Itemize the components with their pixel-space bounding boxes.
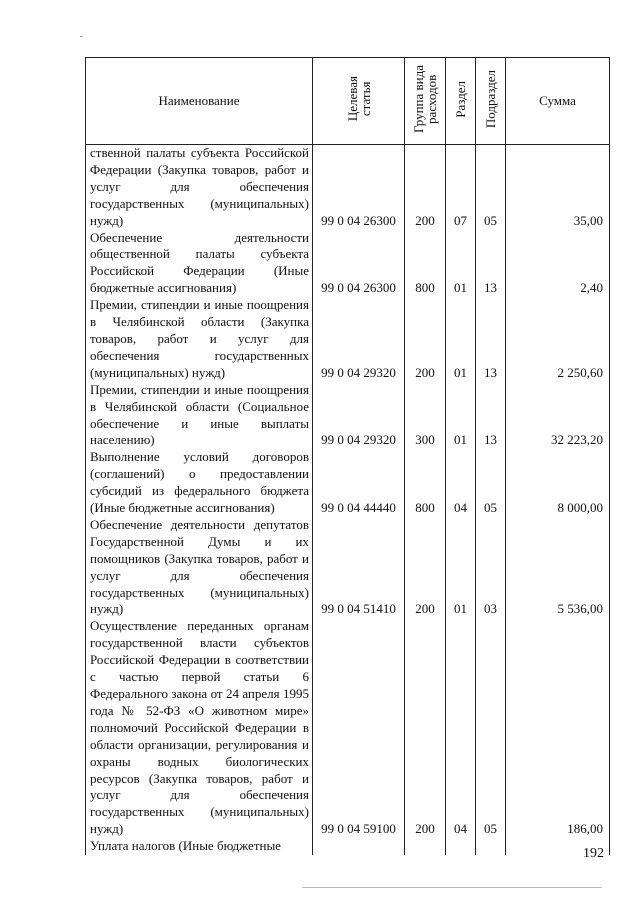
row-target-code: 99 0 04 44440 — [313, 449, 405, 517]
row-subsection: 05 — [476, 618, 506, 838]
row-section — [446, 838, 476, 855]
row-group: 300 — [405, 382, 446, 450]
row-name: Осуществление переданных органам государственной власти субъектов Российской Федерации в соответствии с частью первой статьи 6 Федерального закона от 24 апреля 1995 года № 52-ФЗ «О животном мире» полномочий Российской Федерации в области организации, регулирования и охраны водных биологических ресурсов (Закупка товаров, работ и услуг для обеспечения государственных (муниципальных) нужд) — [86, 618, 313, 838]
row-section: 01 — [446, 230, 476, 298]
row-target-code: 99 0 04 51410 — [313, 517, 405, 618]
row-section: 07 — [446, 145, 476, 230]
table-row — [86, 517, 610, 618]
row-sum: 2,40 — [506, 230, 610, 298]
row-sum: 186,00 — [506, 618, 610, 838]
row-target-code: 99 0 04 59100 — [313, 618, 405, 838]
row-sum: 8 000,00 — [506, 449, 610, 517]
table-row — [86, 382, 610, 450]
row-target-code — [313, 838, 405, 855]
row-group: 800 — [405, 230, 446, 298]
header-sum: Сумма — [506, 58, 610, 145]
row-sum: 32 223,20 — [506, 382, 610, 450]
header-section: Раздел — [446, 58, 476, 145]
row-subsection: 13 — [476, 382, 506, 450]
row-name: Премии, стипендии и иные поощрения в Челябинской области (Социальное обеспечение и иные выплаты населению) — [86, 382, 313, 450]
row-section: 04 — [446, 449, 476, 517]
row-subsection: 05 — [476, 145, 506, 230]
row-group: 800 — [405, 449, 446, 517]
table-row — [86, 618, 610, 838]
row-subsection: 03 — [476, 517, 506, 618]
row-subsection: 05 — [476, 449, 506, 517]
row-sum: 2 250,60 — [506, 297, 610, 382]
row-section: 01 — [446, 382, 476, 450]
row-name: Обеспечение деятельности общественной палаты субъекта Российской Федерации (Иные бюджетные ассигнования) — [86, 230, 313, 298]
header-subsection: Подраздел — [476, 58, 506, 145]
row-target-code: 99 0 04 29320 — [313, 382, 405, 450]
footer-rule — [302, 887, 602, 888]
row-name: Премии, стипендии и иные поощрения в Челябинской области (Закупка товаров, работ и услуг для обеспечения государственных (муниципальных) нужд) — [86, 297, 313, 382]
table-row — [86, 838, 610, 855]
row-subsection: 13 — [476, 230, 506, 298]
row-section: 01 — [446, 297, 476, 382]
row-group: 200 — [405, 517, 446, 618]
scan-mark — [80, 36, 83, 37]
row-group: 200 — [405, 618, 446, 838]
table-header-row — [86, 58, 610, 145]
table-row — [86, 297, 610, 382]
row-name: Уплата налогов (Иные бюджетные — [86, 838, 313, 855]
row-name: Обеспечение деятельности депутатов Государственной Думы и их помощников (Закупка товаров, работ и услуг для обеспечения государственных (муниципальных) нужд) — [86, 517, 313, 618]
header-target-article: Целевая статья — [313, 58, 405, 145]
row-group — [405, 838, 446, 855]
row-target-code: 99 0 04 26300 — [313, 145, 405, 230]
table-row — [86, 449, 610, 517]
budget-table — [85, 57, 610, 855]
header-name: Наименование — [86, 58, 313, 145]
row-target-code: 99 0 04 29320 — [313, 297, 405, 382]
row-name: ственной палаты субъекта Российской Федерации (Закупка товаров, работ и услуг для обеспечения государственных (муниципальных) нужд) — [86, 145, 313, 230]
row-sum: 5 536,00 — [506, 517, 610, 618]
row-section: 01 — [446, 517, 476, 618]
row-group: 200 — [405, 145, 446, 230]
row-subsection — [476, 838, 506, 855]
row-section: 04 — [446, 618, 476, 838]
row-target-code: 99 0 04 26300 — [313, 230, 405, 298]
table-row — [86, 145, 610, 230]
row-group: 200 — [405, 297, 446, 382]
page-number: 192 — [583, 846, 604, 861]
header-expense-group: Группа вида расходов — [405, 58, 446, 145]
row-sum: 35,00 — [506, 145, 610, 230]
table-row — [86, 230, 610, 298]
row-subsection: 13 — [476, 297, 506, 382]
row-name: Выполнение условий договоров (соглашений) о предоставлении субсидий из федерального бюджета (Иные бюджетные ассигнования) — [86, 449, 313, 517]
